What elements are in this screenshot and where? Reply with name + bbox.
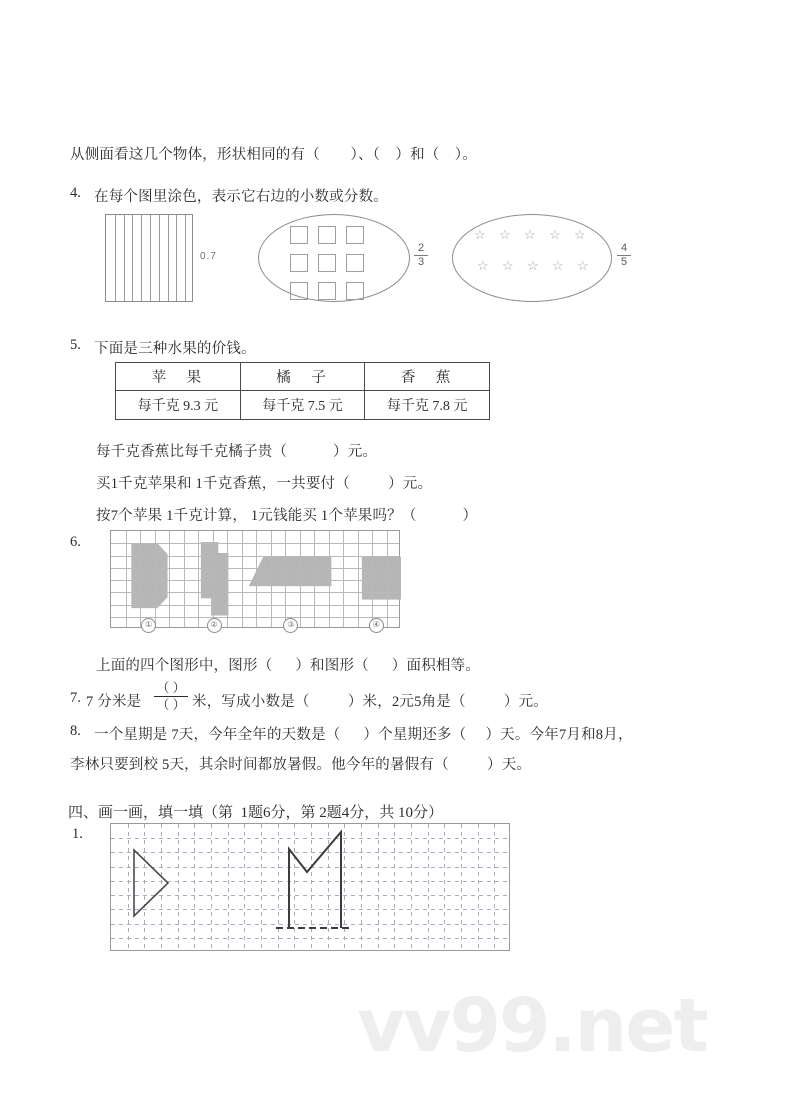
- table-header-cell: 苹 果: [116, 363, 241, 391]
- grid-line-vertical: [300, 531, 301, 627]
- question-4-prompt: 在每个图里涂色，表示它右边的小数或分数。: [94, 189, 388, 205]
- ellipse-square-cell: [318, 282, 336, 300]
- drawing-shapes: [111, 824, 510, 951]
- fraction-numerator: 2: [417, 242, 425, 254]
- dotted-drawing-grid: [110, 823, 510, 951]
- grid-line-horizontal: [111, 568, 399, 569]
- shape-index-label: ①: [141, 618, 156, 633]
- question-8-line-1: 一个星期是 7天，今年全年的天数是（ ）个星期还多（ ）天。今年7月和8月，: [94, 727, 633, 743]
- grid-line-vertical: [271, 531, 272, 627]
- grid-line-vertical: [358, 531, 359, 627]
- fraction-blank-numerator: （ ）: [156, 680, 186, 695]
- grid-line-vertical: [256, 531, 257, 627]
- question-7-text-a: 7 分米是: [86, 694, 142, 710]
- strip-divider: [132, 215, 133, 301]
- ellipse-square-cell: [346, 254, 364, 272]
- ellipse-star: ☆: [474, 227, 486, 242]
- question-3-tail-text: 从侧面看这几个物体，形状相同的有（ ）、（ ）和（ ）。: [70, 147, 477, 163]
- shape-1: [131, 543, 167, 608]
- table-row: [116, 391, 490, 420]
- ellipse-square-cell: [346, 226, 364, 244]
- fraction-blank-denominator: （ ）: [156, 696, 186, 712]
- fraction-denominator: 5: [620, 256, 628, 268]
- strip-divider: [159, 215, 160, 301]
- ellipse-star: ☆: [552, 258, 564, 273]
- site-watermark: vv99.net: [357, 983, 707, 1069]
- question-7-fraction-blank: [152, 681, 190, 711]
- fraction-numerator: 4: [620, 242, 628, 254]
- grid-line-vertical: [140, 531, 141, 627]
- table-header-cell: 橘 子: [240, 363, 365, 391]
- grid-line-horizontal: [111, 543, 399, 544]
- ellipse-star: ☆: [574, 227, 586, 242]
- grid-line-horizontal: [111, 605, 399, 606]
- table-header-cell: 香 蕉: [365, 363, 490, 391]
- ellipse-star: ☆: [524, 227, 536, 242]
- fruit-price-table: [115, 362, 490, 420]
- ellipse-square-cell: [318, 226, 336, 244]
- section-4-question-1-number: 1.: [72, 826, 83, 842]
- strip-divider: [185, 215, 186, 301]
- ellipse-star: ☆: [577, 258, 589, 273]
- grid-line-vertical: [227, 531, 228, 627]
- strip-divider: [115, 215, 116, 301]
- grid-line-vertical: [184, 531, 185, 627]
- shape-3: [249, 557, 332, 586]
- table-cell-price: 每千克 7.5 元: [240, 391, 365, 420]
- figure-label-decimal: 0.7: [200, 251, 217, 262]
- question-4-number: 4.: [70, 185, 81, 201]
- grid-line-vertical: [343, 531, 344, 627]
- grid-line-vertical: [198, 531, 199, 627]
- question-5-prompt: 下面是三种水果的价钱。: [94, 341, 256, 357]
- strip-divider: [168, 215, 169, 301]
- strip-divider: [124, 215, 125, 301]
- shape-index-label: ④: [369, 618, 384, 633]
- grid-line-vertical: [314, 531, 315, 627]
- grid-line-horizontal: [111, 580, 399, 581]
- grid-line-horizontal: [111, 592, 399, 593]
- figure-label-fraction-two-thirds: [414, 243, 428, 268]
- grid-line-vertical: [126, 531, 127, 627]
- question-6-number: 6.: [70, 534, 81, 550]
- grid-line-vertical: [155, 531, 156, 627]
- shape-index-label: ②: [207, 618, 222, 633]
- strip-divider: [141, 215, 142, 301]
- m-shape-outline: [289, 832, 341, 928]
- section-4-header: 四、画一画，填一填（第 1题6分，第 2题4分，共 10分）: [68, 805, 444, 821]
- ellipse-star: ☆: [477, 258, 489, 273]
- ellipse-star: ☆: [502, 258, 514, 273]
- area-comparison-grid: [110, 530, 400, 628]
- grid-line-vertical: [387, 531, 388, 627]
- figure-label-fraction-four-fifths: [617, 243, 631, 268]
- table-cell-price: 每千克 9.3 元: [116, 391, 241, 420]
- question-5-number: 5.: [70, 337, 81, 353]
- ellipse-square-cell: [290, 226, 308, 244]
- table-header-row: [116, 363, 490, 391]
- ellipse-star: ☆: [499, 227, 511, 242]
- grid-line-horizontal: [111, 556, 399, 557]
- ellipse-square-cell: [318, 254, 336, 272]
- grid-line-vertical: [242, 531, 243, 627]
- strip-divider: [176, 215, 177, 301]
- question-5-sub-2: 买1千克苹果和 1千克香蕉，一共要付（ ）元。: [96, 476, 433, 492]
- question-8-number: 8.: [70, 723, 81, 739]
- grid-line-vertical: [213, 531, 214, 627]
- right-pointing-triangle: [134, 850, 168, 916]
- shape-index-label: ③: [283, 618, 298, 633]
- ellipse-square-cell: [290, 282, 308, 300]
- table-cell-price: 每千克 7.8 元: [365, 391, 490, 420]
- question-5-sub-1: 每千克香蕉比每千克橘子贵（ ）元。: [96, 444, 378, 460]
- question-7-text-b: 米，写成小数是（ ）米，2元5角是（ ）元。: [192, 694, 548, 710]
- question-6-conclusion: 上面的四个图形中，图形（ ）和图形（ ）面积相等。: [96, 658, 480, 674]
- grid-line-vertical: [372, 531, 373, 627]
- question-5-sub-3: 按7个苹果 1千克计算， 1元钱能买 1个苹果吗？（ ）: [96, 508, 478, 524]
- strip-divider: [150, 215, 151, 301]
- fraction-denominator: 3: [417, 256, 425, 268]
- ellipse-star: ☆: [527, 258, 539, 273]
- grid-line-vertical: [329, 531, 330, 627]
- ellipse-square-cell: [346, 282, 364, 300]
- grid-line-vertical: [169, 531, 170, 627]
- grid-line-vertical: [285, 531, 286, 627]
- ellipse-star: ☆: [549, 227, 561, 242]
- ellipse-square-cell: [290, 254, 308, 272]
- question-8-line-2: 李林只要到校 5天，其余时间都放暑假。他今年的暑假有（ ）天。: [70, 757, 532, 773]
- grid-line-horizontal: [111, 617, 399, 618]
- figure-striped-square: [105, 214, 193, 302]
- question-7-number: 7.: [70, 690, 81, 706]
